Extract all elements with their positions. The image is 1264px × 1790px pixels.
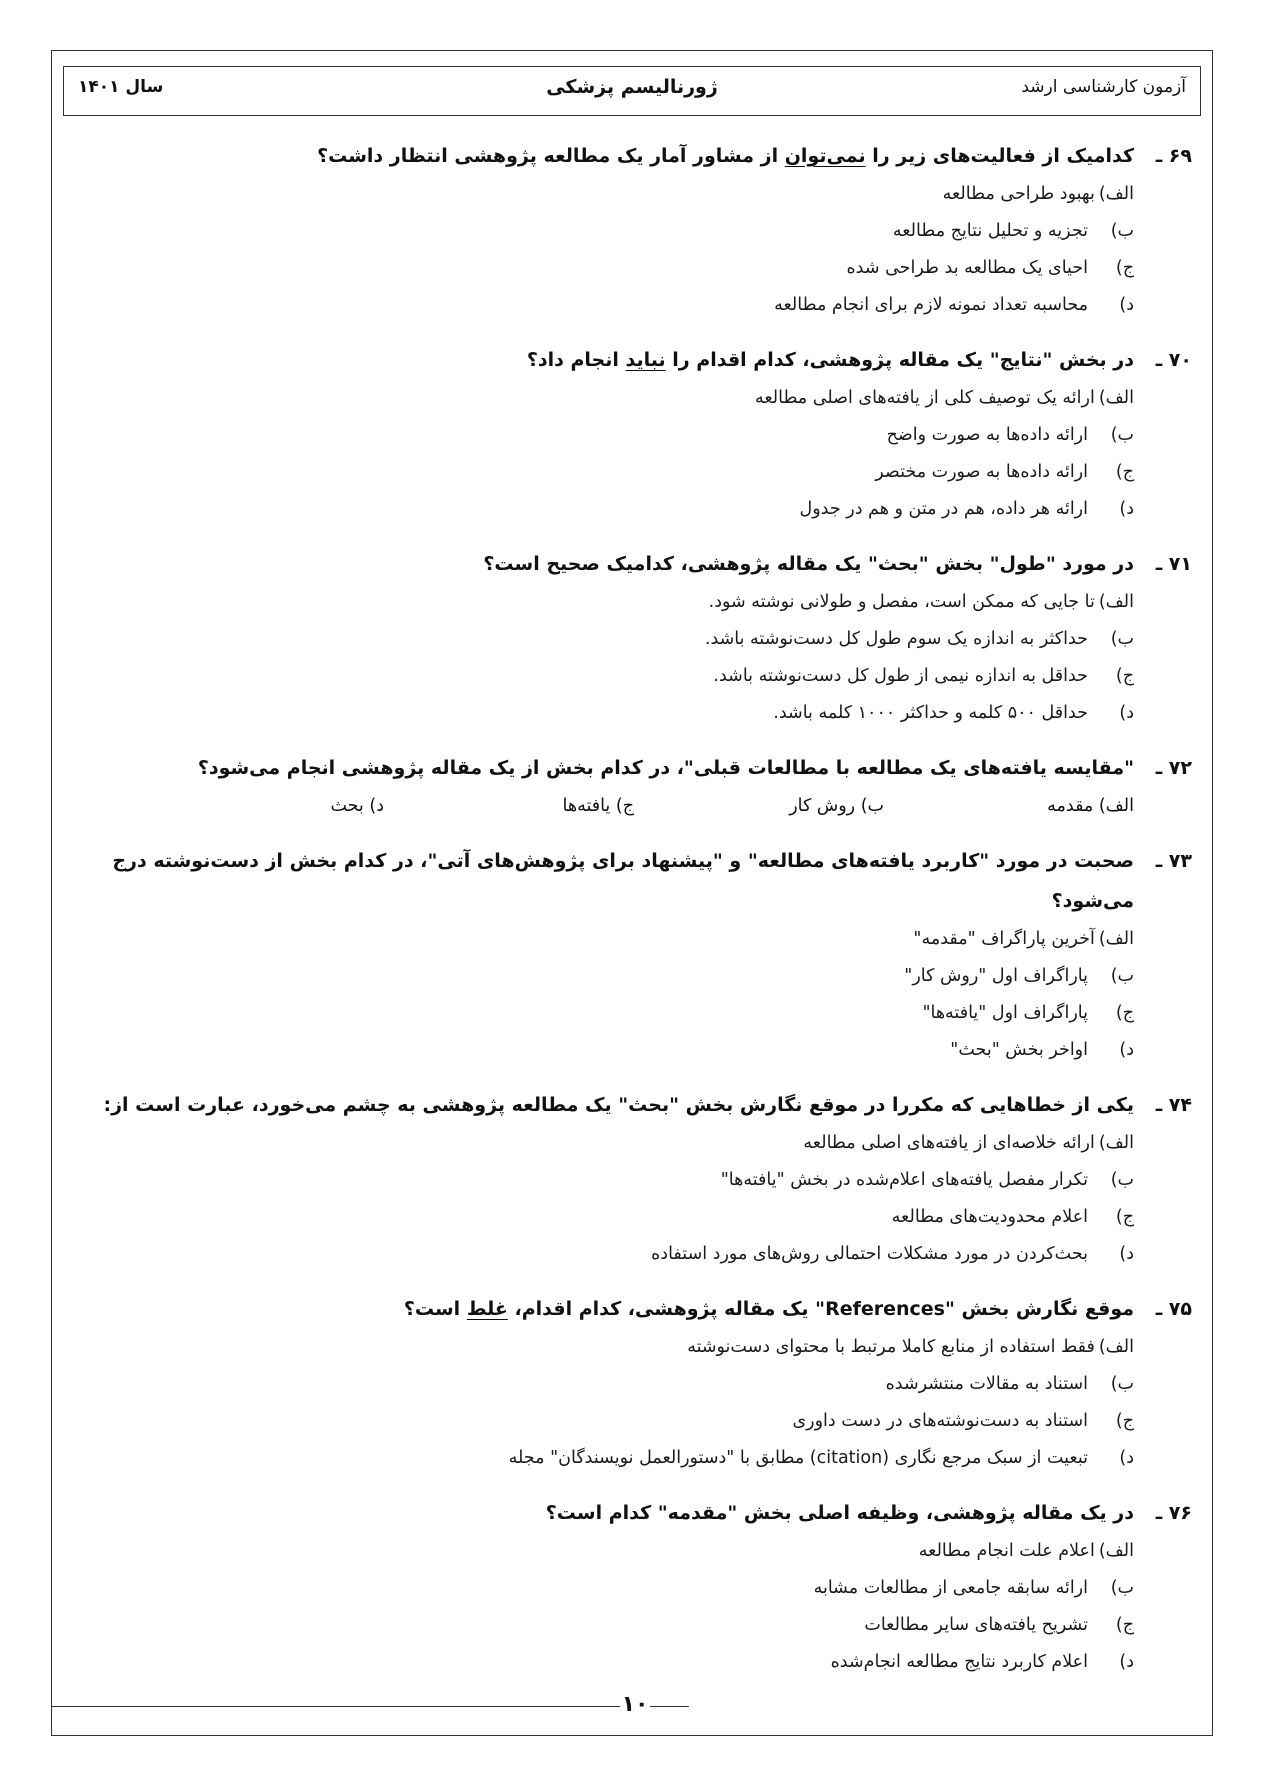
option-label: د) [1119, 1652, 1134, 1672]
question-item [67, 544, 1192, 732]
question-text-part: از مشاور آمار یک مطالعه پژوهشی انتظار داشت؟ [317, 145, 785, 167]
question-number: ۷۱ ـ [1155, 553, 1192, 575]
answer-option [67, 1329, 1134, 1366]
option-label: ج) [1115, 1003, 1134, 1023]
question-item [67, 1289, 1192, 1477]
question-emphasis: نمی‌توان [784, 145, 866, 167]
option-label: الف) [1098, 388, 1134, 408]
option-label: ب) [1110, 1578, 1134, 1598]
question-number: ۷۰ ـ [1155, 349, 1192, 371]
question-text-part: "مقایسه یافته‌های یک مطالعه با مطالعات قبلی"، در کدام بخش از یک مقاله پژوهشی انجام می‌شود؟ [197, 757, 1134, 779]
exam-title: آزمون کارشناسی ارشد [1021, 77, 1186, 97]
answer-option [67, 1199, 1134, 1236]
options-row [67, 788, 1192, 825]
option-label: ج) [1115, 1411, 1134, 1431]
question-item [67, 1085, 1192, 1273]
question-text [67, 544, 1134, 584]
question-stem [67, 1085, 1192, 1125]
option-text: حداقل ۵۰۰ کلمه و حداکثر ۱۰۰۰ کلمه باشد. [773, 703, 1088, 723]
option-text: تا جایی که ممکن است، مفصل و طولانی نوشته شود. [708, 592, 1095, 612]
options-list [67, 584, 1192, 732]
option-text: احیای یک مطالعه بد طراحی شده [846, 258, 1088, 278]
answer-option [67, 995, 1134, 1032]
option-label: د) [1119, 1448, 1134, 1468]
option-text: ارائه داده‌ها به صورت مختصر [875, 462, 1088, 482]
question-stem [67, 1493, 1192, 1533]
question-item [67, 841, 1192, 1069]
question-text [67, 841, 1134, 921]
option-text: ارائه سابقه جامعی از مطالعات مشابه [813, 1578, 1088, 1598]
option-label: د) [1119, 1244, 1134, 1264]
answer-option [67, 1533, 1134, 1570]
options-list [67, 380, 1192, 528]
option-text: بهبود طراحی مطالعه [942, 184, 1095, 204]
options-list [67, 176, 1192, 324]
option-label: ج) [1115, 1207, 1134, 1227]
question-stem [67, 1289, 1192, 1329]
option-text: ارائه خلاصه‌ای از یافته‌های اصلی مطالعه [803, 1133, 1095, 1153]
question-stem [67, 136, 1192, 176]
option-label: الف) [1098, 592, 1134, 612]
answer-option [67, 1236, 1134, 1273]
answer-option [67, 1440, 1134, 1477]
question-item [67, 1493, 1192, 1681]
option-label: ب) [1110, 425, 1134, 445]
question-item [67, 340, 1192, 528]
answer-option [67, 921, 1134, 958]
option-text: ارائه هر داده، هم در متن و هم در جدول [799, 499, 1088, 519]
option-text: استناد به دست‌نوشته‌های در دست داوری [792, 1411, 1088, 1431]
answer-option [67, 176, 1134, 213]
question-text [67, 1085, 1134, 1125]
question-text-part: است؟ [403, 1298, 467, 1320]
question-text-part: در مورد "طول" بخش "بحث" یک مقاله پژوهشی، کدامیک صحیح است؟ [483, 553, 1134, 575]
question-text-part: موقع نگارش بخش "References" یک مقاله پژوهشی، کدام اقدام، [507, 1298, 1134, 1320]
answer-option [67, 454, 1134, 491]
question-stem [67, 340, 1192, 380]
option-label: د) [1119, 499, 1134, 519]
option-text: ارائه داده‌ها به صورت واضح [886, 425, 1088, 445]
option-text: تبعیت از سبک مرجع نگاری (citation) مطابق با "دستورالعمل نویسندگان" مجله [508, 1448, 1088, 1468]
option-text: حداکثر به اندازه یک سوم طول کل دست‌نوشته باشد. [704, 629, 1088, 649]
question-emphasis: نباید [625, 349, 666, 371]
option-text: تکرار مفصل یافته‌های اعلام‌شده در بخش "یافته‌ها" [720, 1170, 1088, 1190]
option-text: تجزیه و تحلیل نتایج مطالعه [892, 221, 1088, 241]
answer-option [67, 1607, 1134, 1644]
exam-year: سال ۱۴۰۱ [78, 77, 164, 97]
question-item [67, 748, 1192, 825]
answer-option [67, 1366, 1134, 1403]
question-number: ۶۹ ـ [1155, 145, 1192, 167]
questions-list [67, 136, 1192, 1697]
option-text: تشریح یافته‌های سایر مطالعات [864, 1615, 1088, 1635]
subject-title: ژورنالیسم پزشکی [546, 76, 718, 98]
answer-option [67, 658, 1134, 695]
question-text-part: در یک مقاله پژوهشی، وظیفه اصلی بخش "مقدمه" کدام است؟ [545, 1502, 1134, 1524]
answer-option [67, 695, 1134, 732]
question-text [67, 340, 1134, 380]
question-item [67, 136, 1192, 324]
answer-option: ج) یافته‌ها [562, 796, 634, 816]
question-text-part: در بخش "نتایج" یک مقاله پژوهشی، کدام اقدام را [665, 349, 1134, 371]
option-text: استناد به مقالات منتشرشده [885, 1374, 1088, 1394]
question-number: ۷۲ ـ [1155, 757, 1192, 779]
answer-option [67, 1162, 1134, 1199]
answer-option [67, 250, 1134, 287]
page-number: ۱۰ [621, 1692, 649, 1717]
question-text-part: کدامیک از فعالیت‌های زیر را [865, 145, 1134, 167]
option-text: اعلام محدودیت‌های مطالعه [891, 1207, 1088, 1227]
question-emphasis: غلط [466, 1298, 508, 1320]
option-label: الف) [1098, 1541, 1134, 1561]
answer-option [67, 1125, 1134, 1162]
option-label: الف) [1098, 184, 1134, 204]
option-label: د) [1119, 295, 1134, 315]
answer-option [67, 958, 1134, 995]
option-text: ارائه یک توصیف کلی از یافته‌های اصلی مطالعه [754, 388, 1095, 408]
question-number: ۷۵ ـ [1155, 1298, 1192, 1320]
option-text: پاراگراف اول "یافته‌ها" [922, 1003, 1088, 1023]
answer-option: الف) مقدمه [1047, 796, 1134, 816]
answer-option [67, 584, 1134, 621]
question-text [67, 1493, 1134, 1533]
question-text-part: انجام داد؟ [526, 349, 626, 371]
option-label: د) [1119, 1040, 1134, 1060]
answer-option [67, 213, 1134, 250]
answer-option [67, 1403, 1134, 1440]
option-text: فقط استفاده از منابع کاملا مرتبط با محتوای دست‌نوشته [687, 1337, 1095, 1357]
option-label: الف) [1098, 1337, 1134, 1357]
option-text: اواخر بخش "بحث" [950, 1040, 1088, 1060]
option-text: آخرین پاراگراف "مقدمه" [913, 929, 1095, 949]
question-stem [67, 748, 1192, 788]
question-text [67, 136, 1134, 176]
option-label: ج) [1115, 666, 1134, 686]
answer-option [67, 1570, 1134, 1607]
options-list [67, 921, 1192, 1069]
option-label: الف) [1098, 929, 1134, 949]
option-label: الف) [1098, 1133, 1134, 1153]
option-text: محاسبه تعداد نمونه لازم برای انجام مطالعه [774, 295, 1088, 315]
answer-option: د) بحث [330, 796, 384, 816]
option-text: حداقل به اندازه نیمی از طول کل دست‌نوشته باشد. [713, 666, 1088, 686]
answer-option [67, 491, 1134, 528]
answer-option: ب) روش کار [789, 796, 884, 816]
question-text-part: یکی از خطاهایی که مکررا در موقع نگارش بخش "بحث" یک مطالعه پژوهشی به چشم می‌خورد، عبارت است از: [103, 1094, 1134, 1116]
options-list [67, 1329, 1192, 1477]
option-label: ج) [1115, 462, 1134, 482]
option-label: ج) [1115, 258, 1134, 278]
question-stem [67, 841, 1192, 921]
answer-option [67, 1032, 1134, 1069]
option-text: پاراگراف اول "روش کار" [904, 966, 1088, 986]
option-label: ب) [1110, 966, 1134, 986]
footer-rule-left [51, 1706, 591, 1707]
answer-option [67, 287, 1134, 324]
option-label: ج) [1115, 1615, 1134, 1635]
option-text: اعلام علت انجام مطالعه [918, 1541, 1095, 1561]
option-label: ب) [1110, 1170, 1134, 1190]
options-list [67, 1533, 1192, 1681]
question-stem [67, 544, 1192, 584]
question-text [67, 748, 1134, 788]
question-number: ۷۶ ـ [1155, 1502, 1192, 1524]
option-text: اعلام کاربرد نتایج مطالعه انجام‌شده [830, 1652, 1088, 1672]
question-number: ۷۴ ـ [1155, 1094, 1192, 1116]
answer-option [67, 1644, 1134, 1681]
option-label: ب) [1110, 1374, 1134, 1394]
option-label: د) [1119, 703, 1134, 723]
answer-option [67, 417, 1134, 454]
question-number: ۷۳ ـ [1155, 850, 1192, 872]
answer-option [67, 621, 1134, 658]
question-text [67, 1289, 1134, 1329]
question-text-part: صحبت در مورد "کاربرد یافته‌های مطالعه" و "پیشنهاد برای پژوهش‌های آتی"، در کدام بخش از دست‌نوشته درج می‌شود؟ [112, 850, 1134, 912]
option-text: بحث‌کردن در مورد مشکلات احتمالی روش‌های مورد استفاده [651, 1244, 1088, 1264]
page-header [63, 66, 1201, 116]
option-label: ب) [1110, 629, 1134, 649]
options-list [67, 1125, 1192, 1273]
answer-option [67, 380, 1134, 417]
option-label: ب) [1110, 221, 1134, 241]
